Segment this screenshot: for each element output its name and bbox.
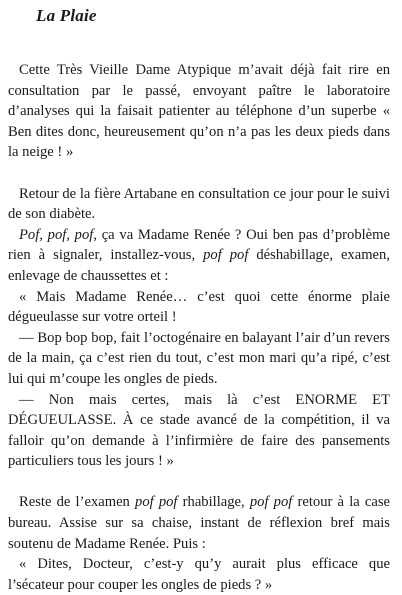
text-segment: — Bop bop bop, fait l’octogénaire en balayant l’air d’un revers de la main, ça c’est rien du tout, c’est mon mari qu’a ripé, c’est lui qui m’coupe les ongles de pieds.: [8, 329, 390, 387]
dialogue-line: [8, 328, 390, 390]
text-segment: déshabillage, examen, enlevage de chaussettes et :: [8, 247, 390, 284]
text-segment: , ça va Madame Renée ? Oui ben pas d’problème rien à signaler, installez-vous,: [8, 226, 390, 264]
paragraph: [8, 184, 390, 225]
text-segment: « Dites, Docteur, c’est-y qu’y aurait plus efficace que l’sécateur pour couper les ongles de pieds ? »: [8, 556, 390, 593]
text-segment: retour à la case bureau. Assise sur sa chaise, instant de réflexion bref mais soutenu de Madame Renée. Puis :: [8, 494, 391, 552]
body-text: [8, 60, 390, 595]
text-segment: Cette Très Vieille Dame Atypique m’avait déjà fait rire en consultation par le passé, envoyant paître le laboratoire d’analyses qui la faisait patienter au téléphone d’un superbe « Ben dites donc, heureusement qu’on n’a pas les deux pieds dans la neige ! »: [8, 62, 390, 161]
text-segment-italic: pof pof: [135, 494, 178, 511]
text-segment: Reste de l’examen: [19, 494, 136, 511]
chapter-title: La Plaie: [36, 6, 97, 25]
text-segment: — Non mais certes, mais là c’est ENORME ET DÉGUEULASSE. À ce stade avancé de la compétition, il va falloir qu’on demande à l’infirmière de faire des pansements particuliers tous les jours ! »: [8, 391, 390, 470]
text-segment: Retour de la fière Artabane en consultation ce jour pour le suivi de son diabète.: [8, 185, 390, 223]
text-segment: « Mais Madame Renée… c’est quoi cette énorme plaie dégueulasse sur votre orteil !: [8, 288, 390, 326]
dialogue-line: [8, 554, 390, 595]
dialogue-line: [8, 287, 390, 328]
paragraph: [8, 225, 390, 287]
text-segment: rhabillage,: [177, 494, 250, 511]
paragraph: [8, 60, 390, 163]
text-segment-italic: pof pof: [249, 494, 293, 511]
text-segment-italic: Pof, pof, pof: [19, 226, 94, 243]
paragraph: [8, 492, 390, 554]
text-segment-italic: pof pof: [203, 247, 249, 264]
dialogue-line: [8, 390, 390, 472]
